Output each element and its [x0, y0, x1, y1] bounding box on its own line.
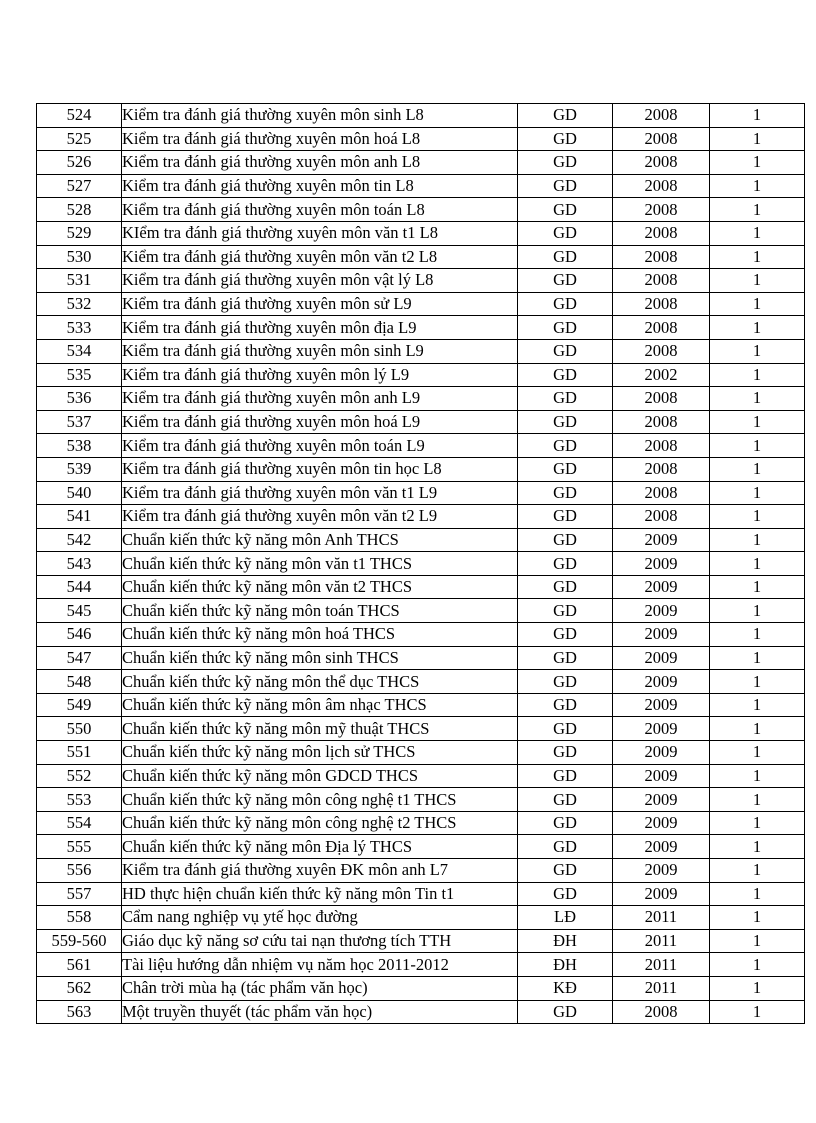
quantity-cell: 1: [710, 882, 805, 906]
publisher-cell: GD: [518, 552, 613, 576]
year-cell: 2009: [613, 552, 710, 576]
publisher-cell: GD: [518, 1000, 613, 1024]
quantity-cell: 1: [710, 929, 805, 953]
book-title-cell: Chuẩn kiến thức kỹ năng môn thể dục THCS: [122, 670, 518, 694]
quantity-cell: 1: [710, 387, 805, 411]
quantity-cell: 1: [710, 127, 805, 151]
quantity-cell: 1: [710, 646, 805, 670]
row-number-cell: 542: [37, 528, 122, 552]
row-number-cell: 544: [37, 575, 122, 599]
publisher-cell: LĐ: [518, 906, 613, 930]
table-row: [37, 269, 805, 293]
row-number-cell: 524: [37, 104, 122, 128]
quantity-cell: 1: [710, 811, 805, 835]
table-row: [37, 670, 805, 694]
publisher-cell: GD: [518, 410, 613, 434]
row-number-cell: 527: [37, 174, 122, 198]
table-row: [37, 198, 805, 222]
row-number-cell: 529: [37, 221, 122, 245]
row-number-cell: 532: [37, 292, 122, 316]
publisher-cell: GD: [518, 811, 613, 835]
book-title-cell: Kiểm tra đánh giá thường xuyên môn văn t2 L8: [122, 245, 518, 269]
table-row: [37, 316, 805, 340]
quantity-cell: 1: [710, 410, 805, 434]
publisher-cell: GD: [518, 457, 613, 481]
publisher-cell: GD: [518, 882, 613, 906]
publisher-cell: GD: [518, 505, 613, 529]
quantity-cell: 1: [710, 339, 805, 363]
quantity-cell: 1: [710, 198, 805, 222]
row-number-cell: 559-560: [37, 929, 122, 953]
publisher-cell: GD: [518, 316, 613, 340]
book-title-cell: Chuẩn kiến thức kỹ năng môn văn t2 THCS: [122, 575, 518, 599]
publisher-cell: GD: [518, 481, 613, 505]
year-cell: 2009: [613, 623, 710, 647]
publisher-cell: GD: [518, 859, 613, 883]
table-row: [37, 882, 805, 906]
book-title-cell: Chuẩn kiến thức kỹ năng môn Địa lý THCS: [122, 835, 518, 859]
row-number-cell: 549: [37, 693, 122, 717]
row-number-cell: 556: [37, 859, 122, 883]
row-number-cell: 538: [37, 434, 122, 458]
year-cell: 2008: [613, 387, 710, 411]
quantity-cell: 1: [710, 623, 805, 647]
book-inventory-table: [36, 103, 805, 1024]
publisher-cell: GD: [518, 104, 613, 128]
book-title-cell: Kiểm tra đánh giá thường xuyên môn văn t1 L9: [122, 481, 518, 505]
table-row: [37, 457, 805, 481]
table-row: [37, 646, 805, 670]
publisher-cell: GD: [518, 127, 613, 151]
quantity-cell: 1: [710, 670, 805, 694]
year-cell: 2009: [613, 670, 710, 694]
book-title-cell: Kiểm tra đánh giá thường xuyên môn tin học L8: [122, 457, 518, 481]
table-row: [37, 764, 805, 788]
quantity-cell: 1: [710, 505, 805, 529]
publisher-cell: GD: [518, 528, 613, 552]
quantity-cell: 1: [710, 528, 805, 552]
book-title-cell: Chuẩn kiến thức kỹ năng môn mỹ thuật THCS: [122, 717, 518, 741]
table-row: [37, 835, 805, 859]
quantity-cell: 1: [710, 741, 805, 765]
row-number-cell: 557: [37, 882, 122, 906]
row-number-cell: 535: [37, 363, 122, 387]
row-number-cell: 540: [37, 481, 122, 505]
table-row: [37, 339, 805, 363]
year-cell: 2009: [613, 717, 710, 741]
year-cell: 2008: [613, 434, 710, 458]
row-number-cell: 553: [37, 788, 122, 812]
book-title-cell: Kiểm tra đánh giá thường xuyên môn toán L8: [122, 198, 518, 222]
quantity-cell: 1: [710, 717, 805, 741]
row-number-cell: 537: [37, 410, 122, 434]
table-row: [37, 528, 805, 552]
row-number-cell: 550: [37, 717, 122, 741]
year-cell: 2008: [613, 316, 710, 340]
publisher-cell: GD: [518, 764, 613, 788]
row-number-cell: 548: [37, 670, 122, 694]
book-title-cell: Chuẩn kiến thức kỹ năng môn Anh THCS: [122, 528, 518, 552]
quantity-cell: 1: [710, 575, 805, 599]
row-number-cell: 563: [37, 1000, 122, 1024]
year-cell: 2008: [613, 1000, 710, 1024]
table-row: [37, 953, 805, 977]
publisher-cell: GD: [518, 387, 613, 411]
table-row: [37, 363, 805, 387]
row-number-cell: 525: [37, 127, 122, 151]
publisher-cell: GD: [518, 434, 613, 458]
row-number-cell: 562: [37, 976, 122, 1000]
row-number-cell: 528: [37, 198, 122, 222]
book-title-cell: Kiểm tra đánh giá thường xuyên môn văn t2 L9: [122, 505, 518, 529]
book-title-cell: Chuẩn kiến thức kỹ năng môn toán THCS: [122, 599, 518, 623]
table-row: [37, 811, 805, 835]
quantity-cell: 1: [710, 764, 805, 788]
book-title-cell: Kiểm tra đánh giá thường xuyên môn anh L8: [122, 151, 518, 175]
table-row: [37, 929, 805, 953]
table-body: [37, 104, 805, 1024]
year-cell: 2009: [613, 835, 710, 859]
table-row: [37, 906, 805, 930]
year-cell: 2008: [613, 245, 710, 269]
book-title-cell: Kiểm tra đánh giá thường xuyên môn tin L8: [122, 174, 518, 198]
publisher-cell: GD: [518, 575, 613, 599]
table-row: [37, 575, 805, 599]
year-cell: 2008: [613, 221, 710, 245]
year-cell: 2008: [613, 269, 710, 293]
row-number-cell: 555: [37, 835, 122, 859]
row-number-cell: 534: [37, 339, 122, 363]
row-number-cell: 551: [37, 741, 122, 765]
year-cell: 2009: [613, 882, 710, 906]
year-cell: 2009: [613, 859, 710, 883]
publisher-cell: GD: [518, 221, 613, 245]
publisher-cell: GD: [518, 151, 613, 175]
year-cell: 2008: [613, 151, 710, 175]
book-title-cell: Chuẩn kiến thức kỹ năng môn công nghệ t1 THCS: [122, 788, 518, 812]
book-title-cell: Chuẩn kiến thức kỹ năng môn văn t1 THCS: [122, 552, 518, 576]
row-number-cell: 539: [37, 457, 122, 481]
row-number-cell: 541: [37, 505, 122, 529]
table-row: [37, 717, 805, 741]
publisher-cell: GD: [518, 670, 613, 694]
row-number-cell: 547: [37, 646, 122, 670]
book-title-cell: Kiểm tra đánh giá thường xuyên môn sử L9: [122, 292, 518, 316]
quantity-cell: 1: [710, 835, 805, 859]
book-title-cell: Kiểm tra đánh giá thường xuyên môn địa L9: [122, 316, 518, 340]
publisher-cell: GD: [518, 198, 613, 222]
book-title-cell: Chuẩn kiến thức kỹ năng môn âm nhạc THCS: [122, 693, 518, 717]
book-title-cell: Kiểm tra đánh giá thường xuyên ĐK môn anh L7: [122, 859, 518, 883]
book-title-cell: Chuẩn kiến thức kỹ năng môn hoá THCS: [122, 623, 518, 647]
year-cell: 2008: [613, 457, 710, 481]
publisher-cell: GD: [518, 717, 613, 741]
year-cell: 2008: [613, 505, 710, 529]
quantity-cell: 1: [710, 1000, 805, 1024]
table-row: [37, 505, 805, 529]
year-cell: 2002: [613, 363, 710, 387]
publisher-cell: GD: [518, 788, 613, 812]
row-number-cell: 526: [37, 151, 122, 175]
quantity-cell: 1: [710, 457, 805, 481]
book-title-cell: Chân trời mùa hạ (tác phẩm văn học): [122, 976, 518, 1000]
book-title-cell: Kiểm tra đánh giá thường xuyên môn lý L9: [122, 363, 518, 387]
publisher-cell: GD: [518, 599, 613, 623]
table-row: [37, 410, 805, 434]
book-title-cell: Kiểm tra đánh giá thường xuyên môn sinh L8: [122, 104, 518, 128]
publisher-cell: GD: [518, 245, 613, 269]
year-cell: 2008: [613, 339, 710, 363]
quantity-cell: 1: [710, 363, 805, 387]
row-number-cell: 561: [37, 953, 122, 977]
year-cell: 2009: [613, 646, 710, 670]
table-row: [37, 387, 805, 411]
year-cell: 2009: [613, 528, 710, 552]
year-cell: 2011: [613, 953, 710, 977]
publisher-cell: GD: [518, 741, 613, 765]
year-cell: 2011: [613, 906, 710, 930]
year-cell: 2008: [613, 198, 710, 222]
book-title-cell: Kiểm tra đánh giá thường xuyên môn toán L9: [122, 434, 518, 458]
quantity-cell: 1: [710, 104, 805, 128]
year-cell: 2009: [613, 811, 710, 835]
table-row: [37, 104, 805, 128]
book-title-cell: Giáo dục kỹ năng sơ cứu tai nạn thương tích TTH: [122, 929, 518, 953]
table-row: [37, 221, 805, 245]
year-cell: 2009: [613, 599, 710, 623]
row-number-cell: 530: [37, 245, 122, 269]
book-title-cell: Chuẩn kiến thức kỹ năng môn sinh THCS: [122, 646, 518, 670]
table-row: [37, 976, 805, 1000]
table-row: [37, 174, 805, 198]
year-cell: 2009: [613, 741, 710, 765]
publisher-cell: KĐ: [518, 976, 613, 1000]
publisher-cell: GD: [518, 174, 613, 198]
book-title-cell: Kiểm tra đánh giá thường xuyên môn anh L9: [122, 387, 518, 411]
book-title-cell: Cẩm nang nghiệp vụ ytế học đường: [122, 906, 518, 930]
book-title-cell: Chuẩn kiến thức kỹ năng môn GDCD THCS: [122, 764, 518, 788]
year-cell: 2011: [613, 976, 710, 1000]
quantity-cell: 1: [710, 174, 805, 198]
quantity-cell: 1: [710, 953, 805, 977]
row-number-cell: 558: [37, 906, 122, 930]
table-row: [37, 859, 805, 883]
table-row: [37, 151, 805, 175]
quantity-cell: 1: [710, 976, 805, 1000]
book-title-cell: Chuẩn kiến thức kỹ năng môn lịch sử THCS: [122, 741, 518, 765]
quantity-cell: 1: [710, 859, 805, 883]
publisher-cell: ĐH: [518, 929, 613, 953]
year-cell: 2008: [613, 127, 710, 151]
quantity-cell: 1: [710, 269, 805, 293]
quantity-cell: 1: [710, 245, 805, 269]
row-number-cell: 531: [37, 269, 122, 293]
quantity-cell: 1: [710, 552, 805, 576]
quantity-cell: 1: [710, 316, 805, 340]
quantity-cell: 1: [710, 906, 805, 930]
table-row: [37, 623, 805, 647]
publisher-cell: GD: [518, 646, 613, 670]
book-title-cell: Kiểm tra đánh giá thường xuyên môn vật lý L8: [122, 269, 518, 293]
quantity-cell: 1: [710, 481, 805, 505]
table-row: [37, 434, 805, 458]
quantity-cell: 1: [710, 221, 805, 245]
row-number-cell: 533: [37, 316, 122, 340]
table-row: [37, 552, 805, 576]
quantity-cell: 1: [710, 693, 805, 717]
book-title-cell: KIểm tra đánh giá thường xuyên môn văn t1 L8: [122, 221, 518, 245]
table-row: [37, 599, 805, 623]
row-number-cell: 552: [37, 764, 122, 788]
book-title-cell: Chuẩn kiến thức kỹ năng môn công nghệ t2 THCS: [122, 811, 518, 835]
book-title-cell: Kiểm tra đánh giá thường xuyên môn hoá L9: [122, 410, 518, 434]
table-row: [37, 741, 805, 765]
year-cell: 2008: [613, 410, 710, 434]
year-cell: 2009: [613, 764, 710, 788]
publisher-cell: GD: [518, 835, 613, 859]
row-number-cell: 543: [37, 552, 122, 576]
year-cell: 2009: [613, 575, 710, 599]
book-title-cell: Tài liệu hướng dẫn nhiệm vụ năm học 2011-2012: [122, 953, 518, 977]
year-cell: 2008: [613, 292, 710, 316]
table-row: [37, 1000, 805, 1024]
publisher-cell: GD: [518, 339, 613, 363]
row-number-cell: 545: [37, 599, 122, 623]
book-title-cell: Kiểm tra đánh giá thường xuyên môn sinh L9: [122, 339, 518, 363]
publisher-cell: GD: [518, 269, 613, 293]
publisher-cell: ĐH: [518, 953, 613, 977]
quantity-cell: 1: [710, 292, 805, 316]
book-title-cell: Kiểm tra đánh giá thường xuyên môn hoá L8: [122, 127, 518, 151]
year-cell: 2008: [613, 174, 710, 198]
table-row: [37, 481, 805, 505]
year-cell: 2011: [613, 929, 710, 953]
row-number-cell: 536: [37, 387, 122, 411]
book-title-cell: HD thực hiện chuẩn kiến thức kỹ năng môn Tin t1: [122, 882, 518, 906]
quantity-cell: 1: [710, 151, 805, 175]
table-row: [37, 292, 805, 316]
table-row: [37, 788, 805, 812]
quantity-cell: 1: [710, 599, 805, 623]
table-row: [37, 693, 805, 717]
year-cell: 2009: [613, 788, 710, 812]
table-row: [37, 127, 805, 151]
quantity-cell: 1: [710, 434, 805, 458]
publisher-cell: GD: [518, 693, 613, 717]
publisher-cell: GD: [518, 623, 613, 647]
publisher-cell: GD: [518, 292, 613, 316]
book-title-cell: Một truyền thuyết (tác phẩm văn học): [122, 1000, 518, 1024]
year-cell: 2008: [613, 104, 710, 128]
quantity-cell: 1: [710, 788, 805, 812]
year-cell: 2009: [613, 693, 710, 717]
table-row: [37, 245, 805, 269]
publisher-cell: GD: [518, 363, 613, 387]
row-number-cell: 546: [37, 623, 122, 647]
year-cell: 2008: [613, 481, 710, 505]
row-number-cell: 554: [37, 811, 122, 835]
